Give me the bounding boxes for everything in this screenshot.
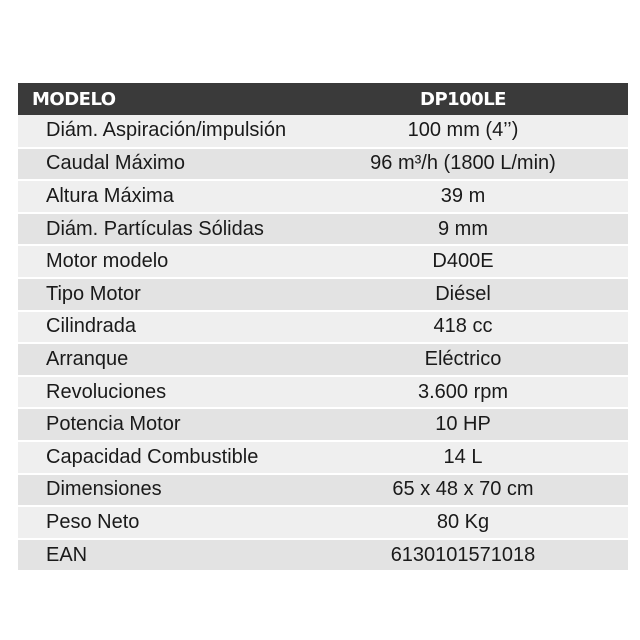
spec-label: Revoluciones xyxy=(18,376,298,409)
spec-row xyxy=(18,376,628,409)
spec-row xyxy=(18,180,628,213)
spec-label: Motor modelo xyxy=(18,245,298,278)
spec-value: 100 mm (4’’) xyxy=(298,115,628,148)
spec-row xyxy=(18,506,628,539)
spec-value: Diésel xyxy=(298,278,628,311)
spec-value: D400E xyxy=(298,245,628,278)
spec-value: 418 cc xyxy=(298,311,628,344)
spec-label: Potencia Motor xyxy=(18,408,298,441)
spec-table xyxy=(18,83,628,572)
spec-value: 80 Kg xyxy=(298,506,628,539)
header-label: MODELO xyxy=(32,88,116,110)
spec-label: Cilindrada xyxy=(18,311,298,344)
spec-table-body xyxy=(18,115,628,571)
spec-value: 10 HP xyxy=(298,408,628,441)
header-model: DP100LE xyxy=(420,88,506,110)
header-row xyxy=(18,83,628,115)
spec-label: Peso Neto xyxy=(18,506,298,539)
spec-value: 39 m xyxy=(298,180,628,213)
spec-label: Diám. Partículas Sólidas xyxy=(18,213,298,246)
spec-value: 9 mm xyxy=(298,213,628,246)
spec-value: 96 m³/h (1800 L/min) xyxy=(298,148,628,181)
spec-row xyxy=(18,245,628,278)
spec-label: Altura Máxima xyxy=(18,180,298,213)
spec-row xyxy=(18,311,628,344)
spec-label: Capacidad Combustible xyxy=(18,441,298,474)
spec-value: 3.600 rpm xyxy=(298,376,628,409)
spec-row xyxy=(18,474,628,507)
spec-label: Caudal Máximo xyxy=(18,148,298,181)
spec-value: 6130101571018 xyxy=(298,539,628,572)
spec-value: 65 x 48 x 70 cm xyxy=(298,474,628,507)
spec-row xyxy=(18,539,628,572)
spec-value: Eléctrico xyxy=(298,343,628,376)
spec-row xyxy=(18,343,628,376)
spec-row xyxy=(18,115,628,148)
spec-value: 14 L xyxy=(298,441,628,474)
spec-label: Dimensiones xyxy=(18,474,298,507)
spec-row xyxy=(18,148,628,181)
spec-label: Tipo Motor xyxy=(18,278,298,311)
spec-row xyxy=(18,408,628,441)
spec-label: Diám. Aspiración/impulsión xyxy=(18,115,298,148)
spec-row xyxy=(18,213,628,246)
spec-label: Arranque xyxy=(18,343,298,376)
spec-table-header xyxy=(18,83,628,115)
spec-label: EAN xyxy=(18,539,298,572)
spec-row xyxy=(18,441,628,474)
spec-row xyxy=(18,278,628,311)
